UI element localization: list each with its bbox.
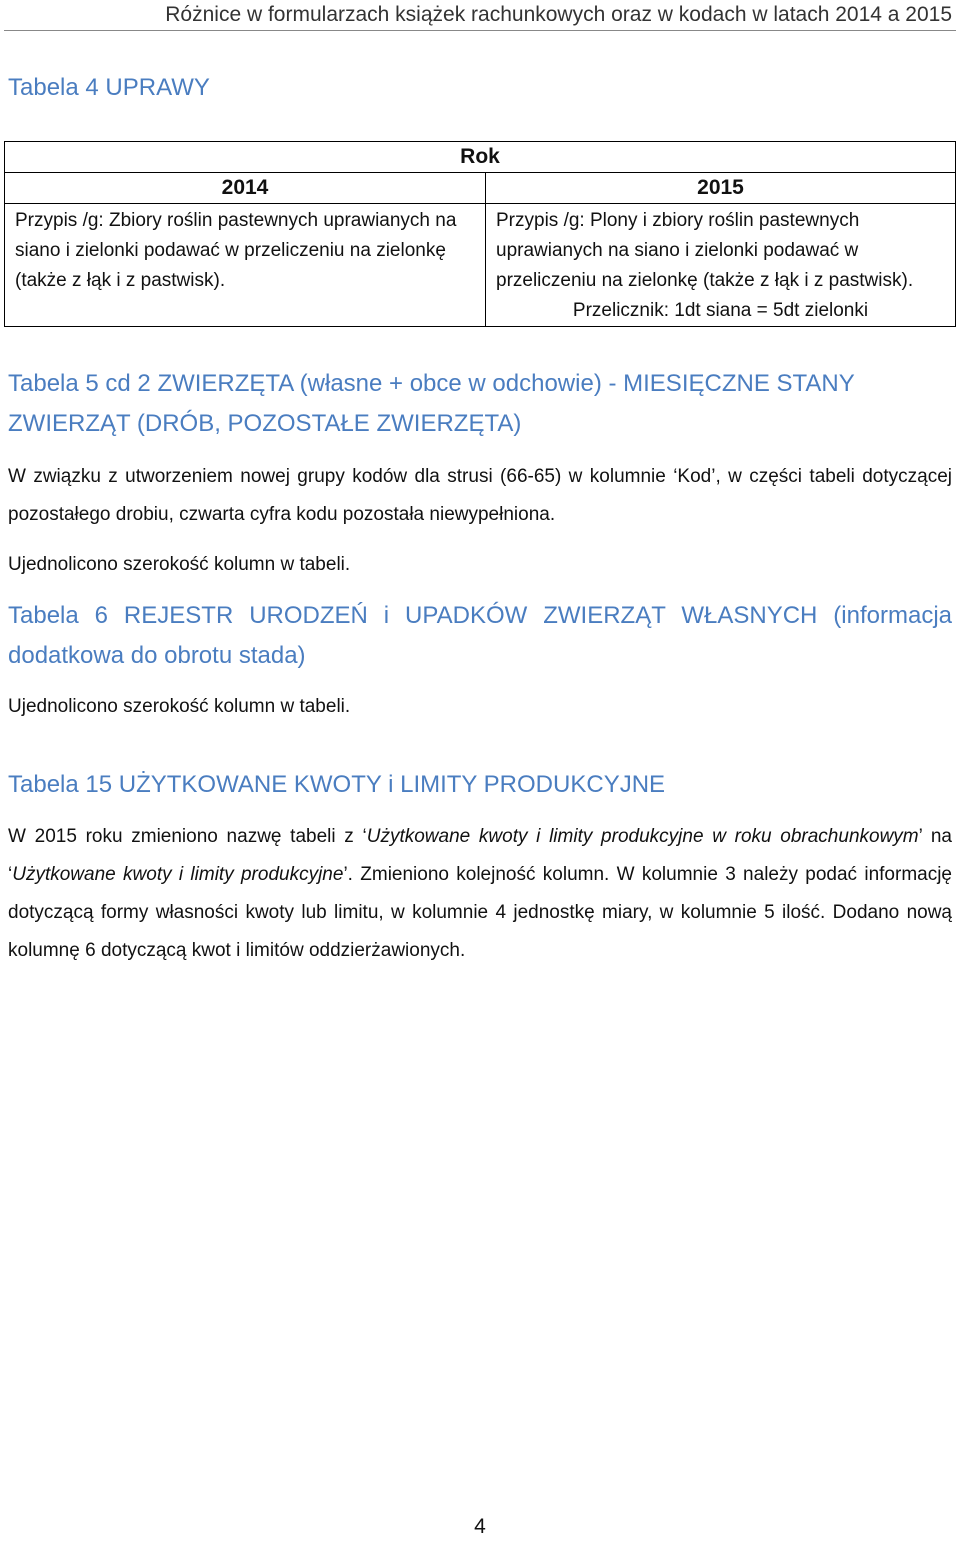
tabela6-paragraph: Ujednolicono szerokość kolumn w tabeli. xyxy=(8,696,351,717)
cell-2015-note: Przelicznik: 1dt siana = 5dt zielonki xyxy=(572,300,869,321)
cell-2014-text: Przypis /g: Zbiory roślin pastewnych uprawianych na siano i zielonki podawać w przeliczeniu na zielonkę (także z łąk i z pastwisk). xyxy=(15,210,457,291)
tabela15-paragraph xyxy=(8,818,952,970)
tabela15-new-table-name: Użytkowane kwoty i limity produkcyjne xyxy=(12,864,344,885)
tabela5-paragraph: W związku z utworzeniem nowej grupy kodów dla strusi (66-65) w kolumnie ‘Kod’, w części tabeli dotyczącej pozostałego drobiu, czwarta cyfra kodu pozostała niewypełniona. xyxy=(8,466,952,525)
tabela15-heading: Tabela 15 UŻYTKOWANE KWOTY i LIMITY PRODUKCYJNE xyxy=(8,771,666,798)
tabela5-heading: Tabela 5 cd 2 ZWIERZĘTA (własne + obce w odchowie) - MIESIĘCZNE STANY ZWIERZĄT (DRÓB, POZOSTAŁE ZWIERZĘTA) xyxy=(8,370,855,437)
uprawy-comparison-table xyxy=(4,141,956,327)
tabela6-heading: Tabela 6 REJESTR URODZEŃ i UPADKÓW ZWIERZĄT WŁASNYCH (informacja dodatkowa do obrotu stada) xyxy=(8,602,952,669)
tabela5-paragraph-2: Ujednolicono szerokość kolumn w tabeli. xyxy=(8,554,351,575)
header-divider xyxy=(4,30,956,31)
tabela15-text-part3: ’. Zmieniono kolejność kolumn. W kolumnie 3 należy podać informację dotyczącą formy własności kwoty lub limitu, w kolumnie 4 jednostkę miary, w kolumnie 5 ilość. Dodano nową kolumnę 6 dotyczącą kwot i limitów oddzierżawionych. xyxy=(8,864,952,961)
page-header-title: Różnice w formularzach książek rachunkowych oraz w kodach w latach 2014 a 2015 xyxy=(165,3,952,26)
table-cell-2015 xyxy=(486,204,956,327)
tabela15-text-part2: ’ na ‘ xyxy=(8,826,952,885)
table-header-2014: 2014 xyxy=(5,173,486,204)
page-number: 4 xyxy=(474,1515,486,1538)
cell-2015-text: Przypis /g: Plony i zbiory roślin pastewnych uprawianych na siano i zielonki podawać w przeliczeniu na zielonkę (także z łąk i z pastwisk). xyxy=(496,210,914,291)
table-header-rok: Rok xyxy=(5,142,956,173)
tabela4-heading: Tabela 4 UPRAWY xyxy=(8,74,210,101)
tabela15-text-part1: W 2015 roku zmieniono nazwę tabeli z ‘ xyxy=(8,826,367,847)
table-header-2015: 2015 xyxy=(486,173,956,204)
tabela15-old-table-name: Użytkowane kwoty i limity produkcyjne w roku obrachunkowym xyxy=(366,826,919,847)
table-cell-2014 xyxy=(5,204,486,327)
